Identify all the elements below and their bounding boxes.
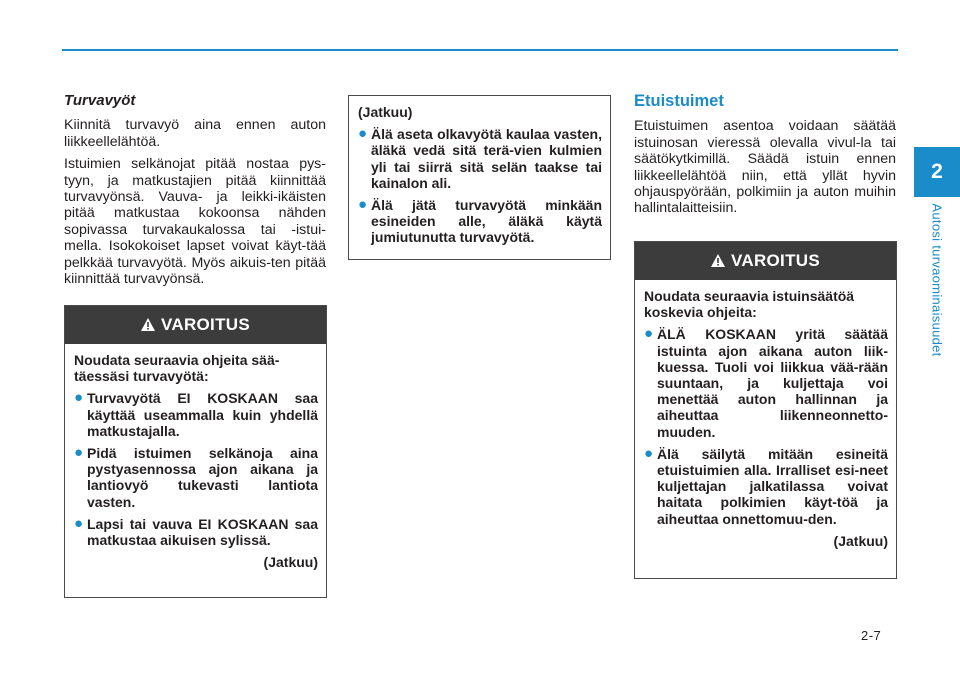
- list-item: ● Turvavyötä EI KOSKAAN saa käyttää useammalla kuin yhdellä matkustajalla.: [74, 389, 318, 439]
- bullet-icon: ●: [644, 325, 654, 343]
- bullet-icon: ●: [74, 514, 84, 532]
- warning-header: [65, 306, 326, 344]
- list-item: ● Pidä istuimen selkänoja aina pystyasennossa ajon aikana ja lantiovyö tukevasti lantiota vasten.: [74, 444, 318, 510]
- warning-intro: Noudata seuraavia ohjeita sää-täessäsi turvavyötä:: [74, 352, 280, 385]
- paragraph: Kiinnitä turvavyö aina ennen auton liikkeellelähtöä.: [64, 117, 326, 150]
- list-item: ● Älä aseta olkavyötä kaulaa vasten, äläkä vedä sitä terä-vien kulmien yli tai siirrä sitä selän taakse tai kainalon ali.: [358, 125, 602, 191]
- warning-list: [644, 326, 888, 526]
- warning-box-seats: [634, 241, 897, 579]
- warning-heading: VAROITUS: [161, 315, 250, 334]
- warning-heading: VAROITUS: [731, 251, 820, 270]
- warning-box-continued: [348, 95, 611, 260]
- warning-intro: Noudata seuraavia istuinsäätöä koskevia ohjeita:: [644, 288, 855, 321]
- list-item: ● Älä säilytä mitään esineitä etuistuimien alla. Irralliset esi-neet kuljettajan jalkatilassa voivat haitata polkimien käyt-töä ja aiheuttaa onnettomuu-den.: [644, 444, 888, 527]
- warning-list: [358, 126, 602, 245]
- warning-body: [65, 344, 326, 578]
- bullet-icon: ●: [358, 196, 368, 214]
- bullet-icon: ●: [358, 125, 368, 143]
- continued-label: (Jatkuu): [358, 104, 413, 120]
- header-rule: [62, 49, 898, 51]
- warning-list: [74, 390, 318, 548]
- section-title: Etuistuimet: [634, 92, 724, 110]
- warning-header: [635, 242, 896, 280]
- warning-body: [635, 280, 896, 557]
- warning-triangle-icon: [141, 316, 155, 336]
- front-seats-section: [634, 93, 896, 217]
- section-title: Turvavyöt: [64, 92, 136, 109]
- list-item: ● Älä jätä turvavyötä minkään esineiden alle, äläkä käytä jumiutunutta turvavyötä.: [358, 196, 602, 246]
- warning-body: [349, 96, 610, 260]
- continued-label: (Jatkuu): [263, 554, 318, 571]
- paragraph: Istuimien selkänojat pitää nostaa pys-tyyn, ja matkustajien pitää kiinnittää turvavyönsä. Vauva- ja leikki-ikäisten pitää matkustaa kokoonsa nähden sopivassa turvakaukalossa tai -istui-mella. Isokokoiset lapset voivat käyt-tää pelkkää turvavyötä. Myös aikuis-ten pitää kiinnittää turvavyönsä.: [64, 156, 326, 288]
- warning-box-seatbelt: [64, 305, 327, 598]
- chapter-tab: 2: [914, 147, 960, 197]
- paragraph: Etuistuimen asentoa voidaan säätää istuinosan vieressä olevalla vivul-la tai säätökytkimillä. Säädä istuin ennen liikkeellelähtöä niin, että yllät hyvin ohjauspyörään, polkimiin ja auton muihin hallintalaitteisiin.: [634, 118, 896, 217]
- continued-label: (Jatkuu): [833, 532, 888, 549]
- warning-triangle-icon: [711, 252, 725, 272]
- list-item: ● ÄLÄ KOSKAAN yritä säätää istuinta ajon aikana auton liik-kuessa. Tuoli voi liikkua vää-rään suuntaan, ja kuljettaja voi menettää auton hallinnan ja aiheuttaa liikenneonnetto-muuden.: [644, 325, 888, 440]
- seatbelts-section: [64, 93, 326, 293]
- list-item: ● Lapsi tai vauva EI KOSKAAN saa matkustaa aikuisen sylissä.: [74, 514, 318, 549]
- bullet-icon: ●: [644, 444, 654, 462]
- chapter-title: Autosi turvaominaisuudet: [929, 203, 945, 357]
- page-number: 2-7: [861, 628, 882, 643]
- bullet-icon: ●: [74, 444, 84, 462]
- bullet-icon: ●: [74, 389, 84, 407]
